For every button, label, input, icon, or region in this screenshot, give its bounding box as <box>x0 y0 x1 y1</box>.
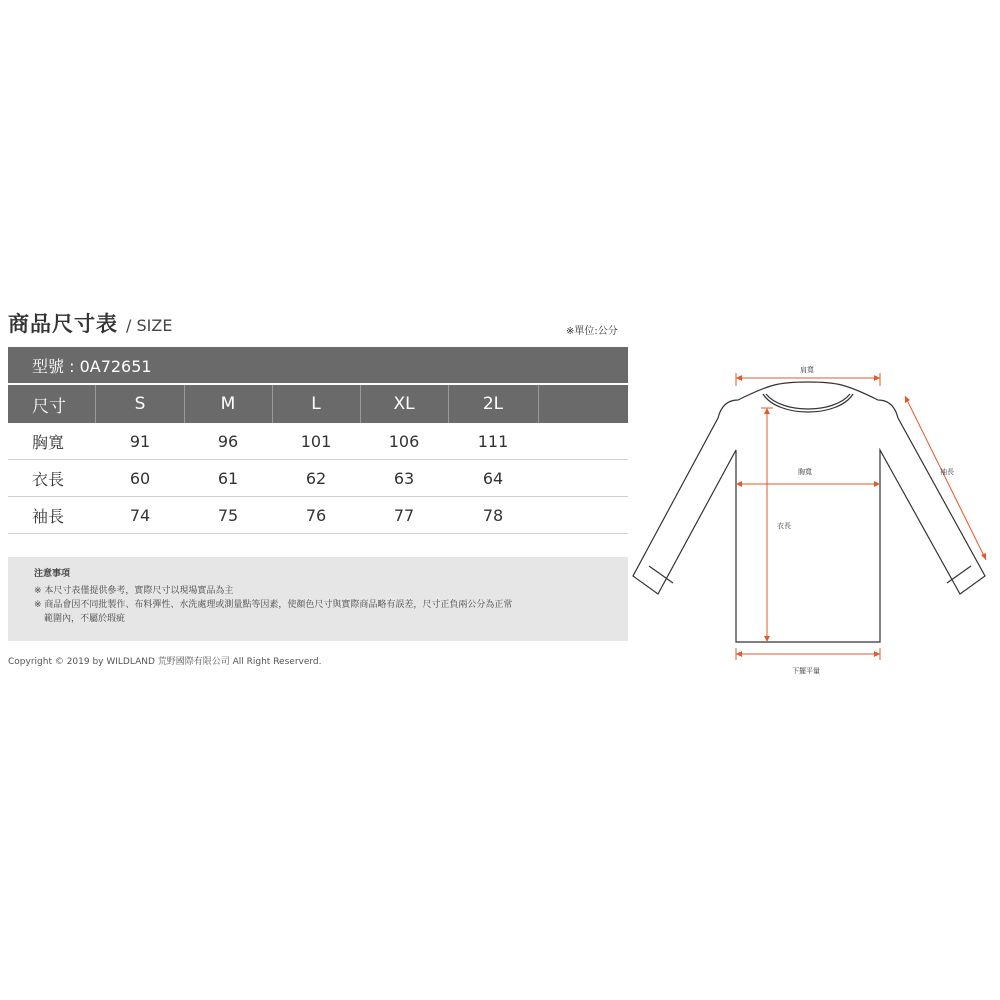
table-cell: 74 <box>129 505 151 525</box>
table-cell: 76 <box>305 505 327 525</box>
table-cell: 101 <box>300 431 332 451</box>
table-cell: 75 <box>217 505 239 525</box>
shirt-outline <box>633 382 985 642</box>
unit-note: ※單位:公分 <box>566 326 618 337</box>
table-row <box>8 460 628 497</box>
row-label-chest: 胸寬 <box>32 432 65 452</box>
header-cell-xl: XL <box>360 385 449 423</box>
length-label: 衣長 <box>777 522 791 530</box>
table-cell: 96 <box>217 431 239 451</box>
header-cell-empty <box>538 385 628 423</box>
table-cell: 91 <box>129 431 151 451</box>
model-number: 型號 : 0A72651 <box>32 356 152 376</box>
table-cell: 60 <box>129 468 151 488</box>
model-number-bar <box>8 347 628 383</box>
table-row <box>8 497 628 534</box>
row-label-length: 衣長 <box>32 469 65 489</box>
table-cell: 62 <box>305 468 327 488</box>
title-english: / SIZE <box>126 316 173 335</box>
header-cell-l: L <box>272 385 361 423</box>
garment-diagram <box>620 350 995 690</box>
sleeve-label: 袖長 <box>940 468 954 476</box>
shoulder-label: 肩寬 <box>800 366 814 374</box>
header-cell-m: M <box>184 385 273 423</box>
notes-line: 範圍內，不屬於瑕疵 <box>44 614 126 624</box>
table-cell: 106 <box>388 431 420 451</box>
hem-label: 下擺平量 <box>792 667 820 675</box>
table-cell: 111 <box>477 431 509 451</box>
notes-box <box>8 557 628 641</box>
notes-line: ※ 商品會因不同批製作、布料彈性、水洗處理或測量點等因素，使顏色尺寸與實際商品略有誤差，尺寸正負兩公分為正常 <box>34 600 513 610</box>
page-title <box>8 308 172 338</box>
header-cell-size: 尺寸 <box>8 385 96 423</box>
notes-title: 注意事項 <box>34 569 71 579</box>
header-cell-2l: 2L <box>448 385 539 423</box>
table-cell: 63 <box>393 468 415 488</box>
copyright-text: Copyright © 2019 by WILDLAND 荒野國際有限公司 All Right Reserverd. <box>8 657 322 667</box>
table-cell: 64 <box>482 468 504 488</box>
size-header-row <box>8 385 628 423</box>
table-cell: 77 <box>393 505 415 525</box>
table-cell: 78 <box>482 505 504 525</box>
notes-line: ※ 本尺寸表僅提供參考，實際尺寸以現場實品為主 <box>34 586 234 596</box>
chest-label: 胸寬 <box>798 468 812 476</box>
header-cell-s: S <box>96 385 185 423</box>
table-cell: 61 <box>217 468 239 488</box>
title-chinese: 商品尺寸表 <box>8 312 118 336</box>
row-label-sleeve: 袖長 <box>32 506 65 526</box>
table-row <box>8 423 628 460</box>
